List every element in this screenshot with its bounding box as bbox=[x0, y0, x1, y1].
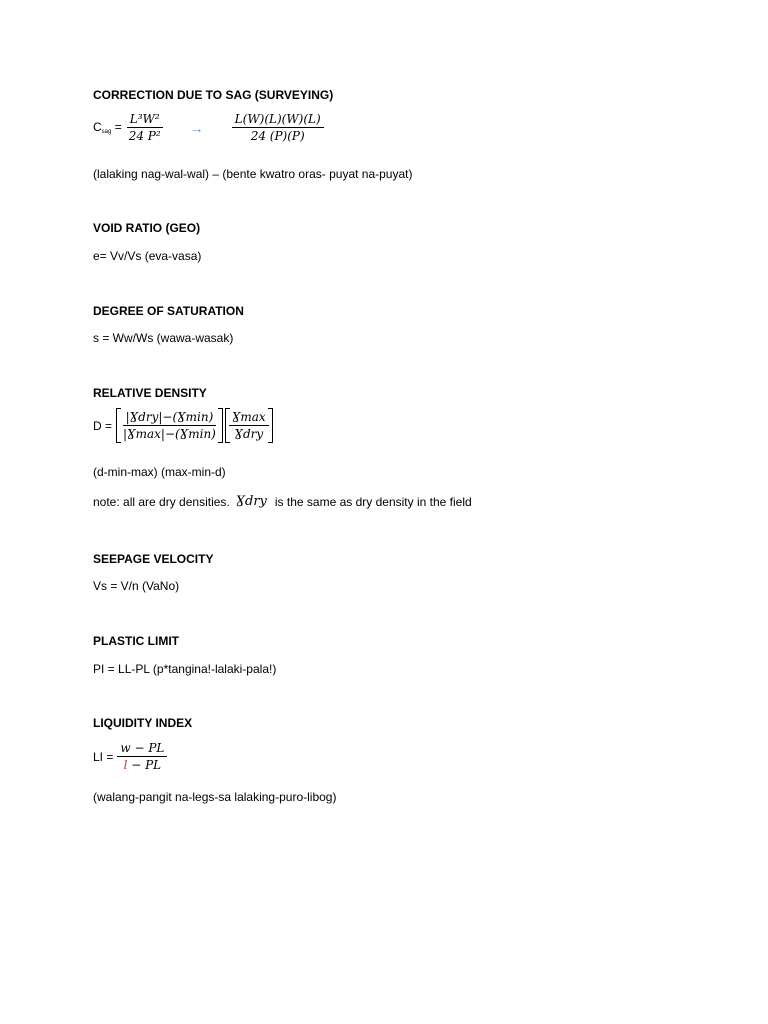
sag-label: $C_{sag}$ = bbox=[93, 120, 122, 135]
liquidity-label: LI = bbox=[93, 749, 114, 764]
plastic-formula: PI = LL-PL (p*tangina!-lalaki-pala!) bbox=[93, 662, 277, 676]
density-note: note: all are dry densities. Ɣdry is the same as dry density in the field bbox=[93, 494, 472, 509]
density-bracket-1: $\frac{\text{|Ɣdry|−(Ɣmin)}}{|Ɣ\max|-(Ɣ\min)}$ bbox=[116, 410, 223, 441]
saturation-formula: s = Ww/Ws (wawa-wasak) bbox=[93, 331, 234, 345]
liquidity-formula bbox=[93, 741, 167, 772]
liquidity-fraction: $\frac{w - PL}{l - PL}$ bbox=[117, 741, 167, 772]
density-bracket-2: $\frac{Ɣ\max}{\text{Ɣdry}}$ bbox=[225, 410, 273, 441]
liquidity-mnemonic: (walang-pangit na-legs-sa lalaking-puro-libog) bbox=[93, 790, 337, 804]
seepage-heading: SEEPAGE VELOCITY bbox=[93, 552, 214, 566]
sag-heading: CORRECTION DUE TO SAG (SURVEYING) bbox=[93, 88, 334, 102]
void-heading: VOID RATIO (GEO) bbox=[93, 221, 201, 235]
density-heading: RELATIVE DENSITY bbox=[93, 386, 207, 400]
density-label: D = bbox=[93, 418, 113, 433]
saturation-heading: DEGREE OF SATURATION bbox=[93, 304, 244, 318]
sag-mnemonic: (lalaking nag-wal-wal) – (bente kwatro oras- puyat na-puyat) bbox=[93, 167, 413, 181]
density-formula bbox=[93, 410, 273, 441]
seepage-formula: Vs = V/n (VaNo) bbox=[93, 579, 180, 593]
arrow-right-icon: → bbox=[189, 119, 204, 136]
void-formula: e= Vv/Vs (eva-vasa) bbox=[93, 249, 202, 263]
plastic-heading: PLASTIC LIMIT bbox=[93, 634, 179, 648]
liquidity-heading: LIQUIDITY INDEX bbox=[93, 716, 193, 730]
density-mnemonic: (d-min-max) (max-min-d) bbox=[93, 465, 226, 479]
sag-formula bbox=[93, 112, 324, 143]
sag-fraction-2: $\frac{L(W)(L)(W)(L)}{24 (P)(P)}$ bbox=[232, 112, 324, 143]
sag-fraction-1: $\frac{\text{L³W²}}{\text{24 P²}}$ bbox=[128, 112, 161, 143]
